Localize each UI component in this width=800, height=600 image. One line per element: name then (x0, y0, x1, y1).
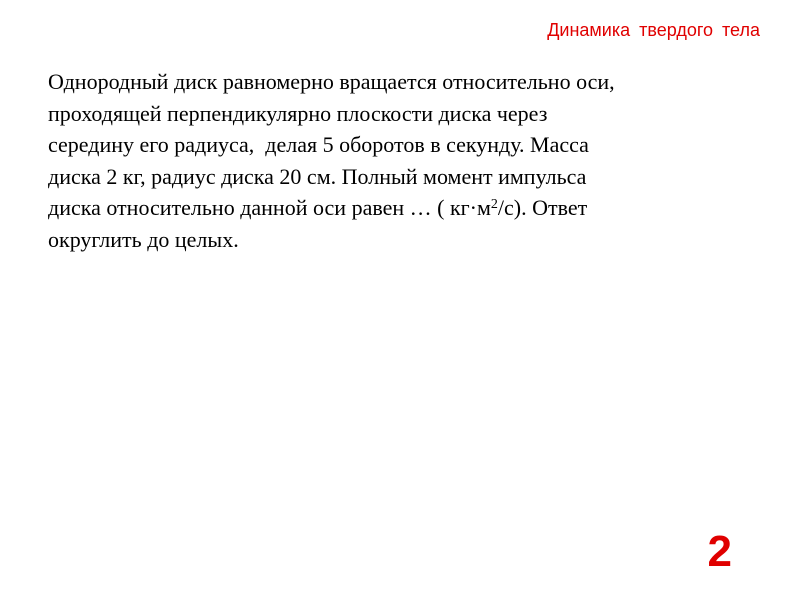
problem-line-4: диска 2 кг, радиус диска 20 см. Полный момент импульса (48, 163, 587, 189)
problem-line-5 (48, 192, 768, 224)
unit-exponent: 2 (490, 197, 498, 212)
problem-line-5-end: /с). Ответ (497, 195, 588, 220)
problem-line-3: середину его радиуса, делая 5 оборотов в секунду. Масса (48, 132, 589, 157)
problem-text (48, 66, 768, 255)
problem-line-2: проходящей перпендикулярно плоскости диска через (48, 100, 548, 126)
problem-line-6: округлить до целых. (48, 226, 239, 252)
topic-title: Динамика твердого тела (547, 20, 760, 40)
answer-value: 2 (707, 527, 732, 576)
problem-line-1: Однородный диск равномерно вращается относительно оси, (48, 69, 615, 94)
problem-line-5-start: диска относительно данной оси равен … ( кг·м (48, 195, 491, 220)
